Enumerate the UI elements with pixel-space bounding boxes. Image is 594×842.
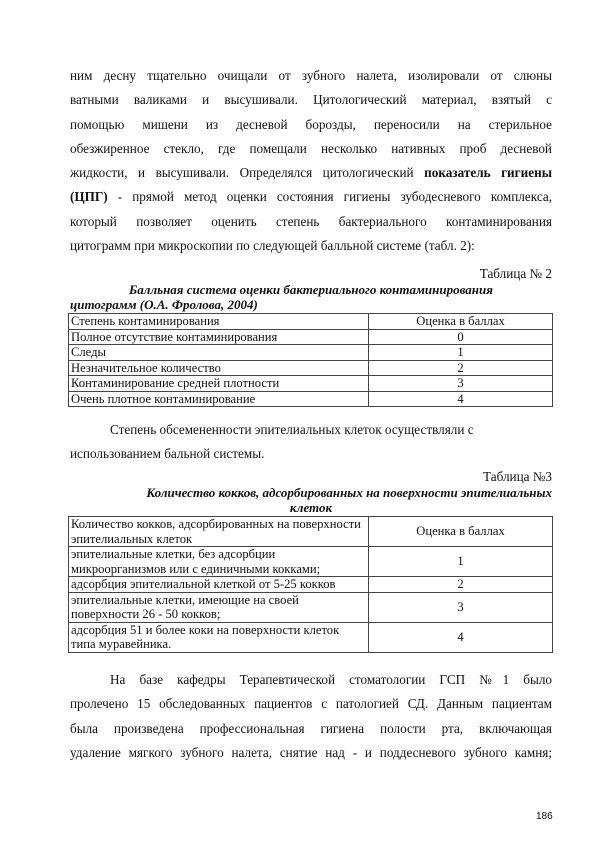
text-run: жидкости, и высушивали. Определялся цитологический xyxy=(70,165,425,181)
table-label: Таблица №3 xyxy=(483,469,552,484)
text-line: обезжиренное стекло, где помещали несколько нативных проб десневой xyxy=(70,140,552,156)
caption-line: Балльная система оценки бактериального контаминирования xyxy=(129,282,493,297)
table-cell: Полное отсутствие контаминирования xyxy=(69,329,369,345)
score-cell: 4 xyxy=(369,622,553,652)
header-cell: Количество кокков, адсорбированных на поверхности эпителиальных клеток xyxy=(69,517,369,547)
score-cell: 2 xyxy=(369,577,553,593)
table-cell: адсорбция 51 и более коки на поверхности клеток типа муравейника. xyxy=(69,622,369,652)
table-cell: Следы xyxy=(69,345,369,361)
table-caption xyxy=(70,486,552,515)
table-row xyxy=(69,376,553,392)
score-cell: 1 xyxy=(369,547,553,577)
text-line: который позволяет оценить степень бактериального контаминирования xyxy=(70,213,552,229)
contamination-score-table xyxy=(68,313,553,407)
table-cell: Контаминирование средней плотности xyxy=(69,376,369,392)
table-row xyxy=(69,329,553,345)
table-row xyxy=(69,391,553,407)
text-run: - прямой метод оценки состояния гигиены зубодесневого комплекса, xyxy=(107,189,552,205)
paragraph-method xyxy=(70,418,552,467)
header-cell: Оценка в баллах xyxy=(369,314,553,330)
score-cell: 1 xyxy=(369,345,553,361)
table-row xyxy=(69,547,553,577)
table-row xyxy=(69,622,553,652)
caption-line: Количество кокков, адсорбированных на поверхности эпителиальных xyxy=(146,485,552,500)
text-line: ватными валиками и высушивали. Цитологический материал, взятый с xyxy=(70,92,552,108)
text-line: использованием бальной системы. xyxy=(70,446,265,462)
table-row xyxy=(69,360,553,376)
score-cell: 3 xyxy=(369,592,553,622)
page-number: 186 xyxy=(536,811,553,822)
bold-term: показатель гигиены xyxy=(424,165,552,181)
text-line: помощью мишени из десневой борозды, переносили на стерильное xyxy=(70,116,552,132)
text-line: ним десну тщательно очищали от зубного налета, изолировали от слюны xyxy=(70,68,552,83)
table-header-row xyxy=(69,314,553,330)
text-line: На базе кафедры Терапевтической стоматологии ГСП №1 было xyxy=(110,672,552,687)
caption-line: цитограмм (О.А. Фролова, 2004) xyxy=(70,296,258,312)
text-line: Степень обсемененности эпителиальных клеток осуществляли с xyxy=(110,422,474,437)
table-cell: эпителиальные клетки, без адсорбции микроорганизмов или с единичными кокками; xyxy=(69,547,369,577)
bold-abbreviation: (ЦПГ) xyxy=(70,189,108,205)
paragraph-study xyxy=(70,668,552,765)
text-line xyxy=(70,161,552,185)
text-line: пролечено 15 обследованных пациентов с патологией СД. Данным пациентам xyxy=(70,696,552,712)
text-line xyxy=(70,185,552,209)
table-row xyxy=(69,592,553,622)
table-row xyxy=(69,577,553,593)
table-cell: Незначительное количество xyxy=(69,360,369,376)
score-cell: 3 xyxy=(369,376,553,392)
header-cell: Степень контаминирования xyxy=(69,314,369,330)
table-header-row xyxy=(69,517,553,547)
table-cell: Очень плотное контаминирование xyxy=(69,391,369,407)
table-label: Таблица № 2 xyxy=(479,266,552,281)
score-cell: 2 xyxy=(369,360,553,376)
score-cell: 4 xyxy=(369,391,553,407)
paragraph-intro xyxy=(70,64,552,258)
caption-line: клеток xyxy=(289,499,333,515)
table-row xyxy=(69,345,553,361)
table-cell: адсорбция эпителиальной клеткой от 5-25 кокков xyxy=(69,577,369,593)
header-cell: Оценка в баллах xyxy=(369,517,553,547)
text-line: удаление мягкого зубного налета, снятие над - и поддесневого зубного камня; xyxy=(70,744,552,760)
cocci-score-table xyxy=(68,516,553,653)
text-line: цитограмм при микроскопии по следующей балльной системе (табл. 2): xyxy=(70,238,475,254)
table-caption xyxy=(70,283,552,312)
text-line: была произведена профессиональная гигиена полости рта, включающая xyxy=(70,720,552,736)
score-cell: 0 xyxy=(369,329,553,345)
table-cell: эпителиальные клетки, имеющие на своей поверхности 26 - 50 кокков; xyxy=(69,592,369,622)
